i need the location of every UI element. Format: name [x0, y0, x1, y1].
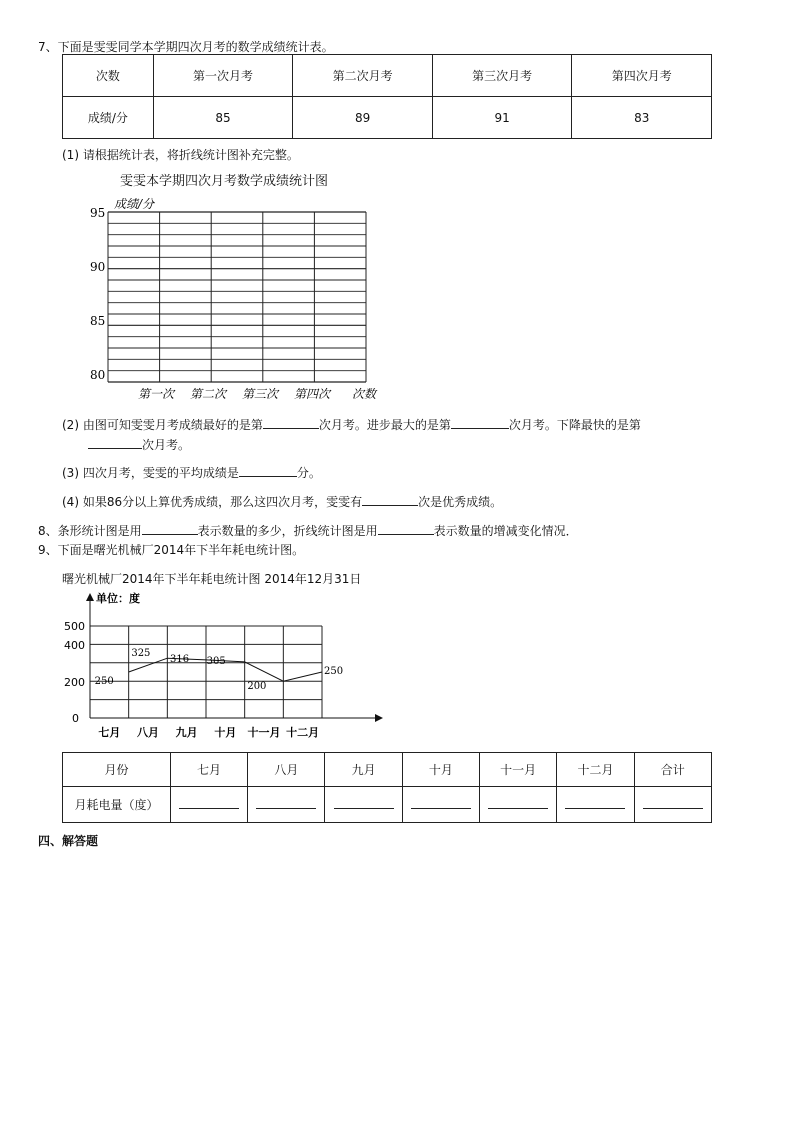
- q9-data-label: 250: [94, 676, 114, 687]
- q7-answer-blank[interactable]: [88, 436, 142, 449]
- q8: [38, 522, 578, 539]
- q7-part3-text: 分。: [296, 466, 321, 480]
- q9-chart-caption: 曙光机械厂2014年下半年耗电统计图 2014年12月31日: [62, 572, 362, 586]
- q9-header-cell: 十二月: [557, 753, 634, 787]
- q9-blank-cell[interactable]: [480, 787, 557, 823]
- q7-part4-text: (4) 如果86分以上算优秀成绩，那么这四次月考，雯雯有: [62, 495, 363, 509]
- q7-part2-line2: [88, 436, 190, 453]
- q7-score-cell: 85: [153, 97, 293, 139]
- q7-part2-text: 次月考。: [142, 438, 191, 452]
- q7-part1: (1) 请根据统计表，将折线统计图补充完整。: [62, 148, 299, 162]
- q7-xaxis-label: 次数: [352, 387, 377, 401]
- q9-xtick-label: 十一月: [247, 726, 281, 739]
- q9-ytick-label: 500: [64, 620, 85, 633]
- q7-chart-grid: [108, 212, 366, 382]
- q7-answer-blank[interactable]: [362, 493, 418, 506]
- q9-ytick-label: 0: [72, 712, 79, 725]
- q7-xtick-label: 第三次: [242, 387, 279, 401]
- q7-xtick-label: 第四次: [294, 387, 331, 401]
- q7-ytick-label: 95: [90, 206, 106, 220]
- q9-xtick-label: 十二月: [286, 726, 320, 739]
- q7-part4: [62, 493, 502, 510]
- q9-data-label: 305: [206, 655, 226, 667]
- q9-blank-cell[interactable]: [557, 787, 634, 823]
- q9-data-label: 200: [247, 681, 267, 693]
- q7-ylabel: 成绩/分: [114, 197, 155, 211]
- q7-xtick-label: 第二次: [190, 387, 227, 401]
- q9-header-cell: 八月: [248, 753, 325, 787]
- q9-row-label: 月耗电量（度）: [63, 787, 171, 823]
- q9-line-chart: [60, 588, 392, 744]
- q9-header-cell: 十一月: [480, 753, 557, 787]
- q8-text: 8、条形统计图是用: [38, 524, 142, 538]
- q9-blank-cell[interactable]: [170, 787, 247, 823]
- q7-header-cell: 第二次月考: [293, 55, 433, 97]
- q7-answer-blank[interactable]: [451, 416, 509, 429]
- q9-xtick-label: 八月: [137, 726, 159, 739]
- q7-title: 7、下面是雯雯同学本学期四次月考的数学成绩统计表。: [38, 40, 334, 54]
- q7-answer-blank[interactable]: [263, 416, 319, 429]
- q9-x-tick-labels: [98, 725, 319, 739]
- q7-xtick-label: 第一次: [138, 387, 175, 401]
- q7-chart-title: 雯雯本学期四次月考数学成绩统计图: [120, 174, 329, 189]
- q7-header-cell: 第一次月考: [153, 55, 293, 97]
- q9-header-cell: 七月: [170, 753, 247, 787]
- q7-part3-text: (3) 四次月考，雯雯的平均成绩是: [62, 466, 239, 480]
- q9-blank-cell[interactable]: [402, 787, 479, 823]
- q7-header-cell: 第三次月考: [432, 55, 572, 97]
- q7-score-table: [62, 54, 712, 139]
- q9-ytick-label: 200: [64, 676, 85, 689]
- q7-header-cell: 第四次月考: [572, 55, 712, 97]
- q7-ytick-label: 85: [90, 314, 106, 328]
- q7-score-cell: 83: [572, 97, 712, 139]
- q9-ytick-label: 400: [64, 639, 85, 652]
- q9-blank-cell[interactable]: [325, 787, 402, 823]
- q9-data-label: 316: [170, 653, 190, 665]
- q7-part3: [62, 464, 321, 481]
- q7-answer-blank[interactable]: [239, 464, 297, 477]
- q9-ylabel: 单位：度: [96, 592, 140, 605]
- q7-score-cell: 89: [293, 97, 433, 139]
- q7-ytick-label: 90: [90, 260, 106, 274]
- q9-chart-grid: [90, 626, 322, 718]
- q7-part2-text: (2) 由图可知雯雯月考成绩最好的是第: [62, 418, 263, 432]
- q8-text: 表示数量的增减变化情况．: [433, 524, 578, 538]
- q9-xtick-label: 七月: [98, 726, 121, 739]
- q8-text: 表示数量的多少，折线统计图是用: [197, 524, 378, 538]
- q9-header-cell: 十月: [402, 753, 479, 787]
- q9-data-label: 250: [324, 666, 344, 677]
- q7-part4-text: 次是优秀成绩。: [418, 495, 503, 509]
- q7-row-label: 成绩/分: [63, 97, 154, 139]
- q9-header-cell: 月份: [63, 753, 171, 787]
- q9-title: 9、下面是曙光机械厂2014年下半年耗电统计图。: [38, 543, 305, 557]
- q9-header-cell: 合计: [634, 753, 711, 787]
- q8-answer-blank[interactable]: [142, 522, 198, 535]
- q9-consumption-table: [62, 752, 712, 823]
- q7-part2-text: 次月考。进步最大的是第: [318, 418, 451, 432]
- q9-xtick-label: 十月: [214, 726, 237, 739]
- q7-line-chart: [80, 192, 400, 404]
- q7-part2-line1: [62, 416, 641, 433]
- q9-blank-cell[interactable]: [634, 787, 711, 823]
- q7-header-cell: 次数: [63, 55, 154, 97]
- q8-answer-blank[interactable]: [378, 522, 434, 535]
- q7-ytick-label: 80: [90, 368, 106, 382]
- q9-header-cell: 九月: [325, 753, 402, 787]
- q7-part2-text: 次月考。下降最快的是第: [508, 418, 641, 432]
- q9-data-label: 325: [131, 648, 151, 660]
- q9-data-labels: [95, 648, 343, 692]
- section4-heading: 四、解答题: [38, 834, 99, 848]
- q9-blank-cell[interactable]: [248, 787, 325, 823]
- q7-score-cell: 91: [432, 97, 572, 139]
- q9-xtick-label: 九月: [175, 726, 198, 739]
